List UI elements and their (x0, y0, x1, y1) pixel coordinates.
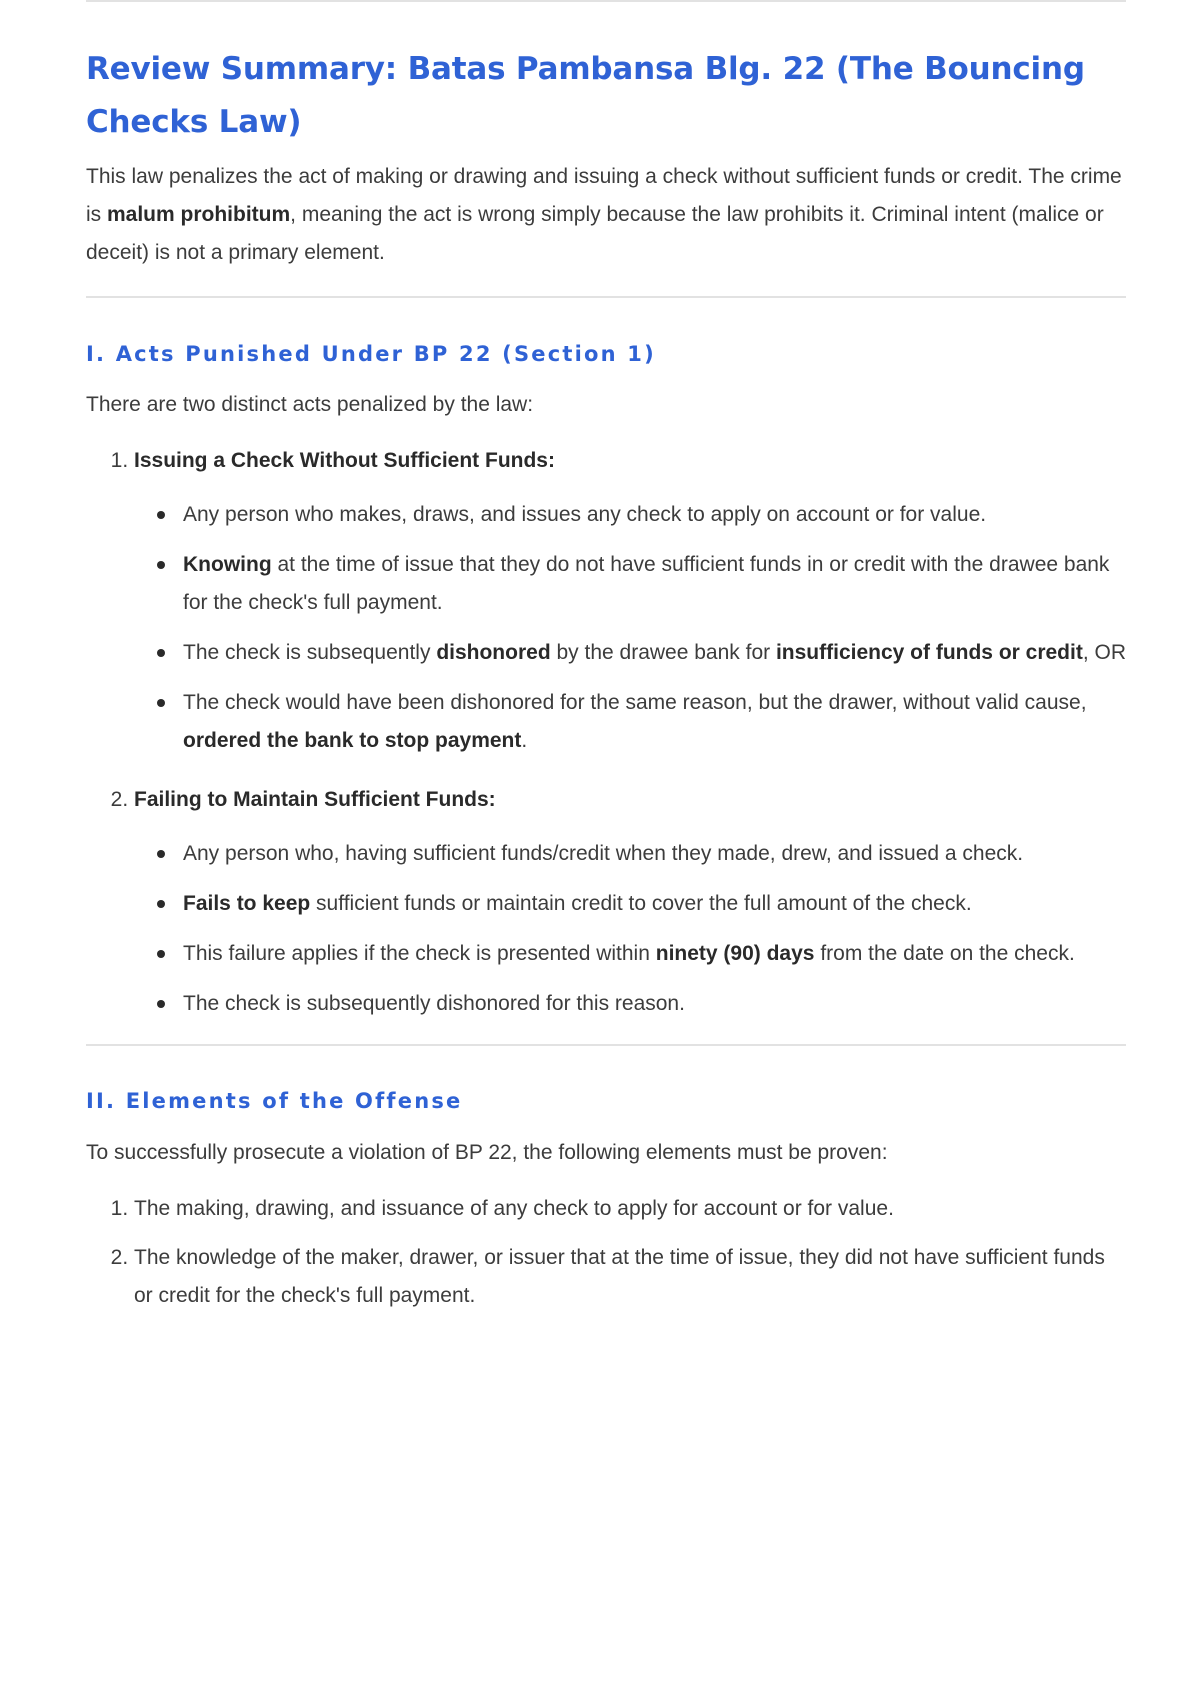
list-item: Fails to keep sufficient funds or maintain credit to cover the full amount of the check. (183, 885, 1126, 923)
list-item: The check would have been dishonored for the same reason, but the drawer, without valid cause, ordered the bank to stop payment. (183, 684, 1126, 760)
emphasis-malum-prohibitum: malum prohibitum (107, 203, 291, 226)
page-title: Review Summary: Batas Pambansa Blg. 22 (The Bouncing Checks Law) (86, 51, 1085, 140)
list-item: This failure applies if the check is presented within ninety (90) days from the date on the check. (183, 935, 1126, 973)
list-item: 2. The knowledge of the maker, drawer, or issuer that at the time of issue, they did not have sufficient funds or credit for the check's full payment. (134, 1239, 1126, 1315)
act2-bullet-list (134, 835, 1126, 1023)
act-title-failing: 2. Failing to Maintain Sufficient Funds: (134, 788, 496, 811)
list-item: The check is subsequently dishonored by the drawee bank for insufficiency of funds or credit, OR (183, 634, 1126, 672)
act-item-1 (134, 442, 1126, 760)
document-content (86, 0, 1126, 1326)
acts-list (86, 442, 1126, 1023)
list-item: Knowing at the time of issue that they do not have sufficient funds in or credit with the drawee bank for the check's full payment. (183, 546, 1126, 622)
section2-lead: To successfully prosecute a violation of BP 22, the following elements must be proven: (86, 1141, 888, 1164)
top-divider (86, 0, 1126, 2)
section1-lead: There are two distinct acts penalized by the law: (86, 393, 534, 416)
list-item: The check is subsequently dishonored for this reason. (183, 985, 1126, 1023)
intro-paragraph: This law penalizes the act of making or drawing and issuing a check without sufficient funds or credit. The crime is malum prohibitum, meaning the act is wrong simply because the law prohibits it. Criminal intent (malice or deceit) is not a primary element. (86, 165, 1122, 264)
section-divider-2 (86, 1044, 1126, 1046)
list-item: Any person who makes, draws, and issues any check to apply on account or for value. (183, 496, 1126, 534)
section-heading-acts-punished: I. Acts Punished Under BP 22 (Section 1) (86, 342, 656, 366)
act-title-issuing: 1. Issuing a Check Without Sufficient Funds: (134, 449, 555, 472)
act-item-2 (134, 781, 1126, 1023)
elements-list (86, 1190, 1126, 1315)
act1-bullet-list (134, 496, 1126, 760)
list-item: Any person who, having sufficient funds/credit when they made, drew, and issued a check. (183, 835, 1126, 873)
section-divider-1 (86, 296, 1126, 298)
section-heading-elements: II. Elements of the Offense (86, 1089, 463, 1113)
list-item: 1. The making, drawing, and issuance of any check to apply for account or for value. (134, 1190, 1126, 1228)
